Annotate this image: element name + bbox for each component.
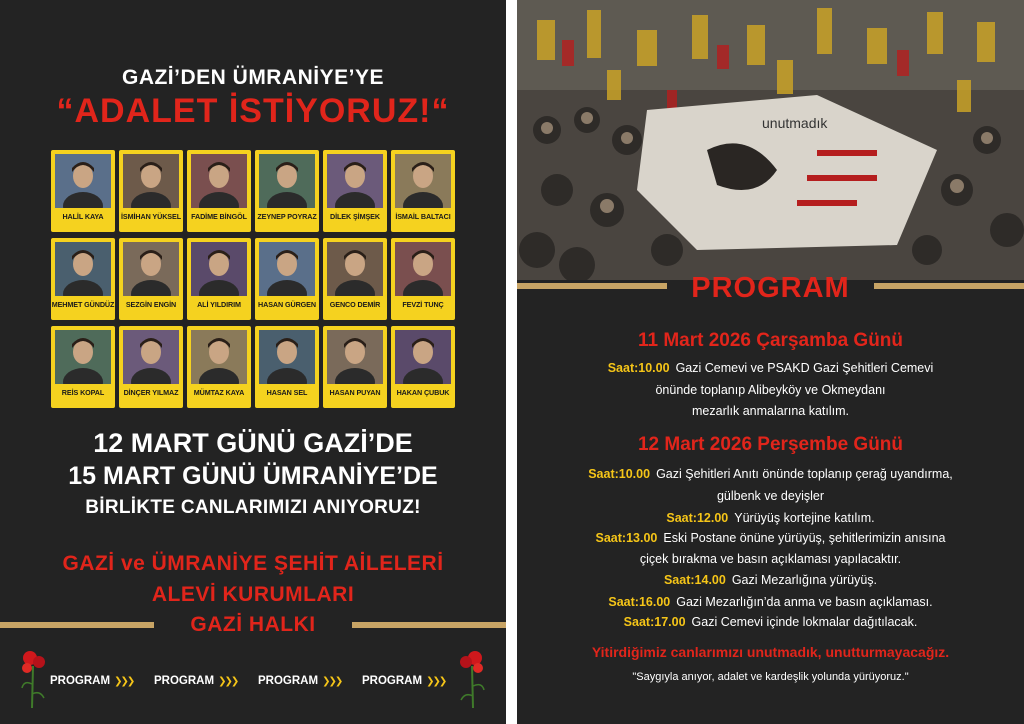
day2-event-6 [517, 612, 1024, 632]
person-name: ZEYNEP POYRAZ [257, 212, 317, 221]
memorial-photo-card [119, 326, 183, 408]
day1-title: 11 Mart 2026 Çarşamba Günü [637, 330, 904, 351]
org-line-3: GAZİ HALKI [190, 613, 316, 636]
person-name: HAKAN ÇUBUK [396, 388, 450, 397]
portrait-photo [327, 242, 383, 296]
day2-event-1-cont: gülbenk ve deyişler [716, 489, 824, 503]
person-name: SEZGİN ENGİN [125, 300, 177, 309]
person-name: MEHMET GÜNDÜZ [51, 300, 115, 309]
portrait-photo [123, 242, 179, 296]
main-line-3: BİRLİKTE CANLARIMIZI ANIYORUZ! [85, 497, 421, 518]
memorial-photo-card [255, 150, 319, 232]
portrait-photo [259, 154, 315, 208]
event-text: Yürüyüş kortejine katılım. [734, 511, 875, 525]
program-title: PROGRAM [691, 272, 850, 304]
portrait-photo [55, 330, 111, 384]
memorial-photo-card [51, 326, 115, 408]
portrait-photo [395, 330, 451, 384]
day2-event-4 [517, 570, 1024, 590]
memorial-photo-grid [51, 150, 456, 408]
crowd-photo [517, 0, 1024, 280]
org-line-2: ALEVİ KURUMLARI [151, 583, 355, 606]
portrait-photo [191, 154, 247, 208]
program-label: PROGRAM ❯❯❯ [362, 675, 446, 687]
person-name: GENCO DEMİR [329, 300, 381, 309]
day2-event-1 [517, 464, 1024, 484]
person-name: HASAN GÜRGEN [258, 300, 316, 309]
chevron-right-icon: ❯❯❯ [322, 676, 342, 687]
memorial-photo-card [187, 326, 251, 408]
memorial-photo-card [119, 150, 183, 232]
chevron-right-icon: ❯❯❯ [426, 676, 446, 687]
memorial-photo-card [323, 238, 387, 320]
memorial-photo-card [119, 238, 183, 320]
main-line-2: 15 MART GÜNÜ ÜMRANİYE’DE [68, 462, 438, 490]
org-line-1: GAZİ ve ÜMRANİYE ŞEHİT AİLELERİ [62, 552, 444, 575]
event-text: Gazi Mezarlığın’da anma ve basın açıklaması. [676, 595, 933, 609]
event-time: Saat:13.00 [595, 531, 658, 545]
memorial-photo-card [51, 150, 115, 232]
carnation-icon [456, 648, 488, 710]
carnation-icon [18, 648, 50, 710]
event-time: Saat:16.00 [608, 595, 671, 609]
event-time: Saat:12.00 [666, 511, 729, 525]
person-name: FEVZİ TUNÇ [402, 300, 444, 309]
person-name: ALİ YILDIRIM [197, 300, 241, 309]
person-name: DİNÇER YILMAZ [123, 388, 179, 397]
chevron-right-icon: ❯❯❯ [114, 676, 134, 687]
person-name: REİS KOPAL [61, 388, 105, 397]
program-strip [50, 675, 450, 693]
event-time: Saat:14.00 [663, 573, 726, 587]
day2-title: 12 Mart 2026 Perşembe Günü [637, 434, 904, 455]
person-name: İSMİHAN YÜKSEL [121, 212, 181, 221]
event-text: Eski Postane önüne yürüyüş, şehitlerimizin anısına [663, 531, 946, 545]
heading-line-1: GAZİ’DEN ÜMRANİYE’YE [121, 66, 385, 89]
event-time: Saat:10.00 [607, 361, 670, 375]
closing-quote: "Saygıyla anıyor, adalet ve kardeşlik yolunda yürüyoruz." [632, 671, 909, 683]
portrait-photo [191, 330, 247, 384]
portrait-photo [123, 330, 179, 384]
person-name: FADİME BİNGÖL [191, 212, 247, 221]
left-poster [0, 0, 506, 724]
memorial-photo-card [323, 326, 387, 408]
day1-event-cont: mezarlık anmalarına katılım. [692, 404, 849, 418]
memorial-photo-card [391, 150, 455, 232]
person-name: HASAN PUYAN [329, 388, 381, 397]
event-text: Gazi Cemevi içinde lokmalar dağıtılacak. [691, 615, 918, 629]
portrait-photo [123, 154, 179, 208]
memorial-photo-card [391, 326, 455, 408]
program-label: PROGRAM ❯❯❯ [154, 675, 238, 687]
memorial-photo-card [187, 150, 251, 232]
portrait-photo [191, 242, 247, 296]
memorial-photo-card [255, 238, 319, 320]
day2-event-2 [517, 508, 1024, 528]
heading-slogan: “ADALET İSTİYORUZ!“ [56, 92, 450, 130]
event-text: Gazi Mezarlığına yürüyüş. [731, 573, 878, 587]
portrait-photo [259, 242, 315, 296]
right-poster [517, 0, 1024, 724]
memorial-photo-card [187, 238, 251, 320]
program-label: PROGRAM ❯❯❯ [50, 675, 134, 687]
day1-event-cont: önünde toplanıp Alibeyköy ve Okmeydanı [655, 383, 886, 397]
event-time: Saat:17.00 [623, 615, 686, 629]
person-name: İSMAİL BALTACI [395, 212, 451, 221]
program-label: PROGRAM ❯❯❯ [258, 675, 342, 687]
portrait-photo [327, 154, 383, 208]
portrait-photo [327, 330, 383, 384]
day2-event-3-cont: çiçek bırakma ve basın açıklaması yapılacaktır. [639, 552, 902, 566]
day2-event-3 [517, 528, 1024, 548]
main-line-1: 12 MART GÜNÜ GAZİ’DE [93, 428, 413, 458]
day1-event [517, 358, 1024, 378]
memorial-photo-card [323, 150, 387, 232]
portrait-photo [259, 330, 315, 384]
closing-slogan: Yitirdiğimiz canlarımızı unutmadık, unutturmayacağız. [591, 644, 950, 660]
person-name: MÜMTAZ KAYA [193, 388, 245, 397]
portrait-photo [55, 154, 111, 208]
event-text: Gazi Şehitleri Anıtı önünde toplanıp çerağ uyandırma, [656, 467, 953, 481]
person-name: DİLEK ŞİMŞEK [330, 212, 380, 221]
portrait-photo [395, 154, 451, 208]
portrait-photo [55, 242, 111, 296]
event-text: Gazi Cemevi ve PSAKD Gazi Şehitleri Cemevi [675, 361, 934, 375]
portrait-photo [395, 242, 451, 296]
banner-text: unutmadık [762, 115, 828, 131]
memorial-photo-card [391, 238, 455, 320]
person-name: HALİL KAYA [62, 212, 104, 221]
person-name: HASAN SEL [266, 388, 308, 397]
memorial-photo-card [255, 326, 319, 408]
chevron-right-icon: ❯❯❯ [218, 676, 238, 687]
event-time: Saat:10.00 [588, 467, 651, 481]
day2-event-5 [517, 592, 1024, 612]
memorial-photo-card [51, 238, 115, 320]
